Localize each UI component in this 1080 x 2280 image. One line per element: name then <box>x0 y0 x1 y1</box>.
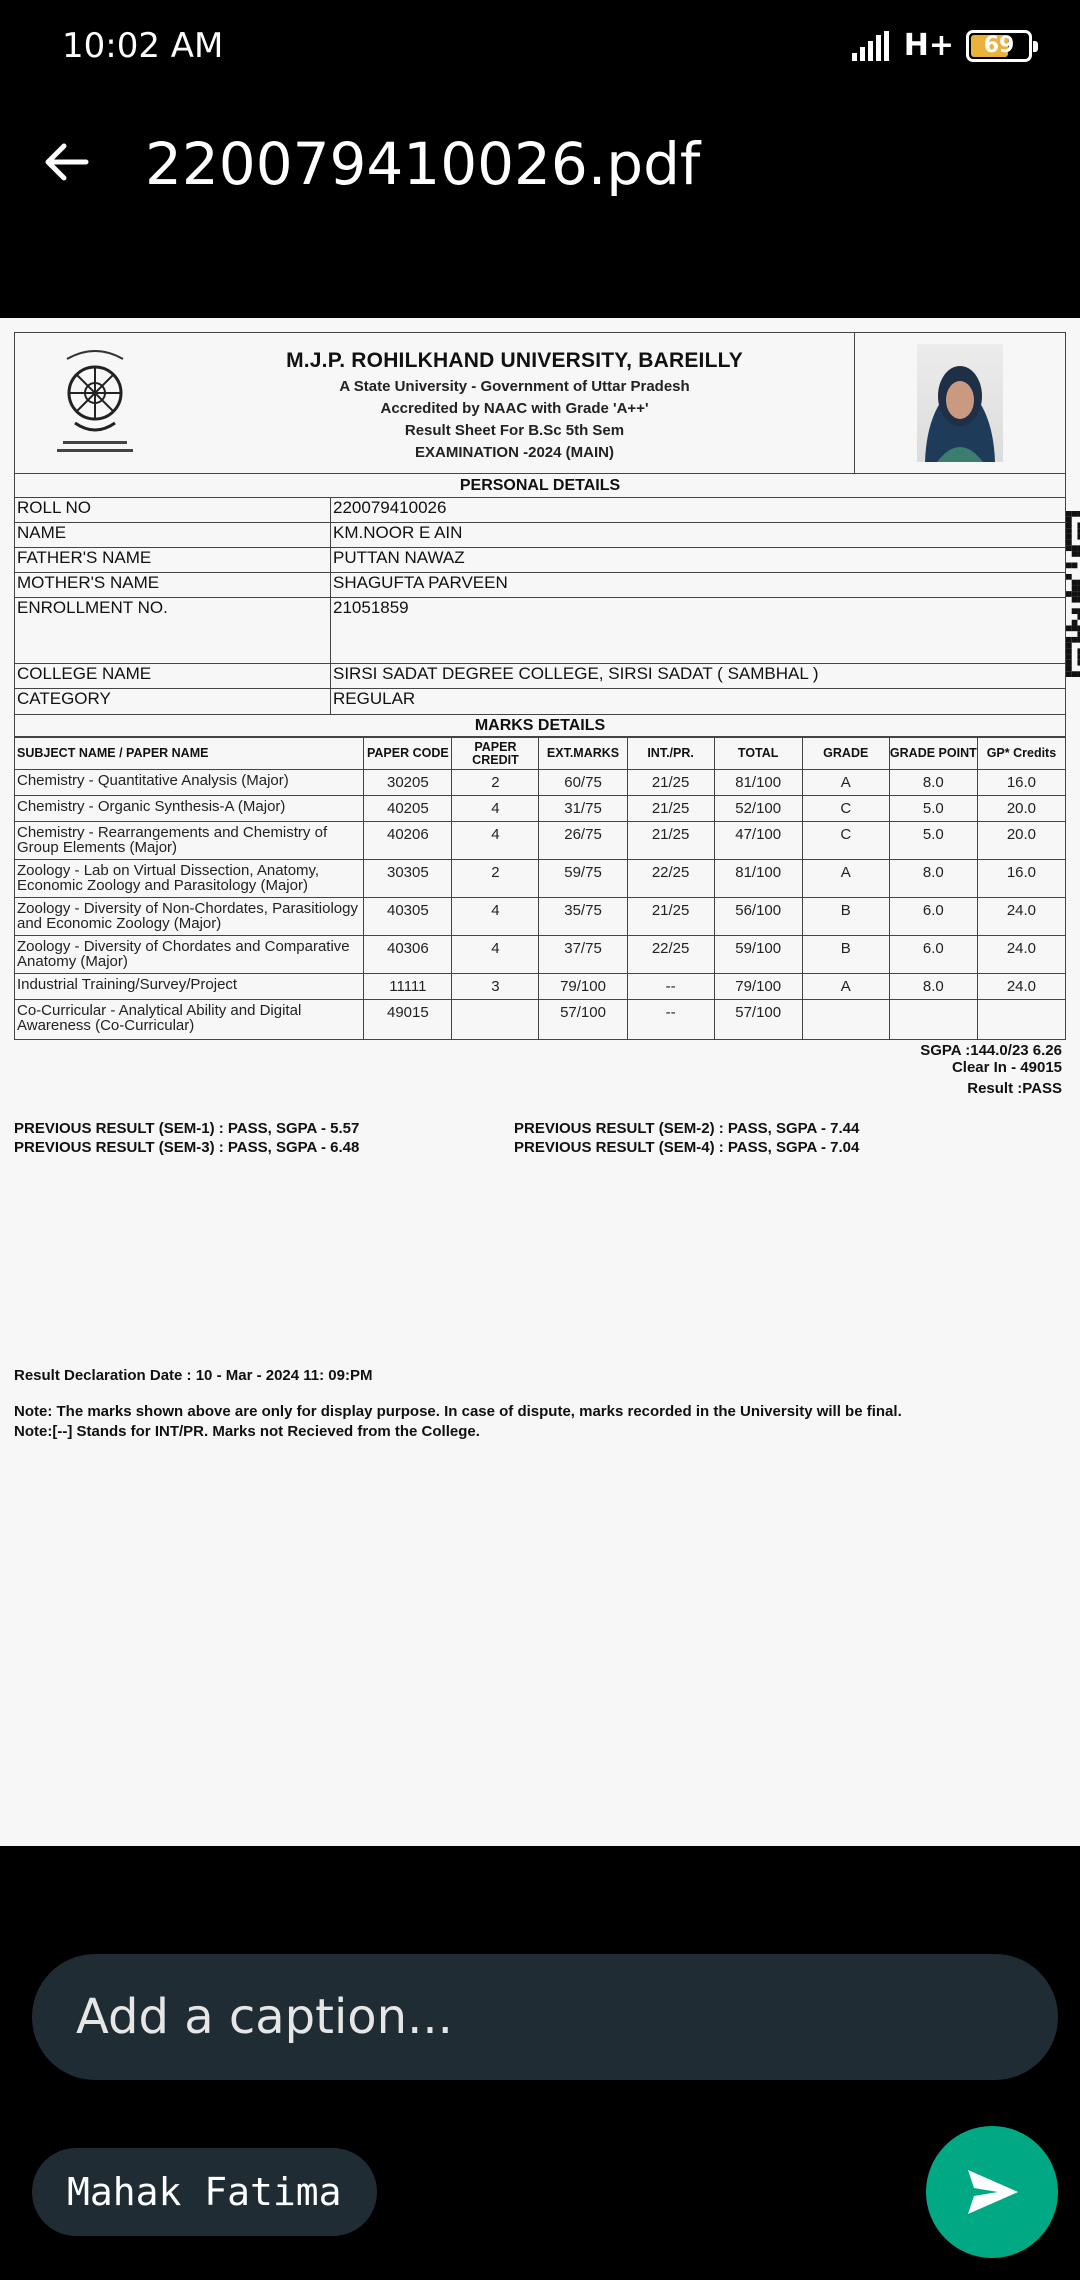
personal-heading: PERSONAL DETAILS <box>15 474 1065 498</box>
marks-cell: A <box>802 974 889 1000</box>
marks-cell: 4 <box>452 796 539 822</box>
marks-cell: 6.0 <box>889 936 977 974</box>
marks-cell: 11111 <box>364 974 452 1000</box>
pd-row-roll <box>15 498 1065 523</box>
network-type: H+ <box>903 28 954 63</box>
col-header: TOTAL <box>714 738 802 770</box>
note-1: Note: The marks shown above are only for display purpose. In case of dispute, marks recorded in the University will be final. <box>14 1403 902 1420</box>
marks-row <box>15 796 1066 822</box>
marks-cell: 81/100 <box>714 860 802 898</box>
pd-value: PUTTAN NAWAZ <box>333 548 465 567</box>
marks-cell: 59/75 <box>539 860 627 898</box>
back-button[interactable] <box>38 134 94 190</box>
prev-sem-1: PREVIOUS RESULT (SEM-1) : PASS, SGPA - 5.57 <box>14 1120 360 1137</box>
marks-cell: 5.0 <box>889 822 977 860</box>
previous-results <box>14 1119 1066 1157</box>
subject-cell: Co-Curricular - Analytical Ability and Digital Awareness (Co-Curricular) <box>15 1000 364 1040</box>
marks-cell: 30205 <box>364 770 452 796</box>
subject-cell: Chemistry - Rearrangements and Chemistry of Group Elements (Major) <box>15 822 364 860</box>
pd-key: CATEGORY <box>15 689 331 714</box>
marks-cell: 26/75 <box>539 822 627 860</box>
marks-row <box>15 974 1066 1000</box>
university-name: M.J.P. ROHILKHAND UNIVERSITY, BAREILLY <box>286 349 743 372</box>
header-line-1: A State University - Government of Uttar Pradesh <box>339 378 690 395</box>
send-icon <box>962 2162 1022 2222</box>
pd-row-college <box>15 664 1065 689</box>
send-button[interactable] <box>926 2126 1058 2258</box>
marks-row <box>15 860 1066 898</box>
marks-cell <box>802 1000 889 1040</box>
marks-cell: 47/100 <box>714 822 802 860</box>
marks-row <box>15 822 1066 860</box>
personal-details-table <box>15 474 1065 714</box>
marks-cell: 24.0 <box>977 974 1065 1000</box>
previous-results-left <box>14 1119 514 1157</box>
marks-cell: 8.0 <box>889 974 977 1000</box>
pd-key: ENROLLMENT NO. <box>15 598 331 663</box>
marks-row <box>15 936 1066 974</box>
marks-cell: 31/75 <box>539 796 627 822</box>
marks-cell: C <box>802 796 889 822</box>
header-text <box>175 333 854 473</box>
marks-cell <box>889 1000 977 1040</box>
col-header: EXT.MARKS <box>539 738 627 770</box>
marks-cell: B <box>802 898 889 936</box>
pd-row-enrollment <box>15 598 1065 664</box>
marks-cell: 2 <box>452 770 539 796</box>
header-line-3: Result Sheet For B.Sc 5th Sem <box>404 422 625 439</box>
marks-cell: C <box>802 822 889 860</box>
pd-value: KM.NOOR E AIN <box>333 523 463 542</box>
pd-value: SIRSI SADAT DEGREE COLLEGE, SIRSI SADAT ( SAMBHAL ) <box>333 664 819 683</box>
subject-cell: Zoology - Diversity of Chordates and Comparative Anatomy (Major) <box>15 936 364 974</box>
marks-cell: 57/100 <box>714 1000 802 1040</box>
marks-cell: 4 <box>452 936 539 974</box>
prev-sem-2: PREVIOUS RESULT (SEM-2) : PASS, SGPA - 7.44 <box>514 1120 860 1137</box>
app-bar <box>0 96 1080 316</box>
col-header: PAPER CODE <box>364 738 452 770</box>
previous-results-right <box>514 1119 1014 1157</box>
status-icons <box>852 28 1032 63</box>
marks-row <box>15 898 1066 936</box>
marks-cell: -- <box>627 1000 714 1040</box>
pd-value: 220079410026 <box>333 498 447 517</box>
pd-key: NAME <box>15 523 331 547</box>
battery-level: 69 <box>983 33 1015 58</box>
marks-row <box>15 1000 1066 1040</box>
status-time: 10:02 AM <box>62 26 224 66</box>
pd-key: FATHER'S NAME <box>15 548 331 572</box>
clear-in: Clear In - 49015 <box>951 1059 1062 1076</box>
subject-cell: Chemistry - Organic Synthesis-A (Major) <box>15 796 364 822</box>
col-header: GRADE <box>802 738 889 770</box>
university-logo-icon <box>15 333 175 473</box>
marks-cell: 35/75 <box>539 898 627 936</box>
marks-cell: 22/25 <box>627 936 714 974</box>
signal-icon <box>852 31 892 61</box>
col-header: SUBJECT NAME / PAPER NAME <box>15 738 364 770</box>
marks-cell: 4 <box>452 898 539 936</box>
marks-cell: 20.0 <box>977 796 1065 822</box>
marks-cell <box>977 1000 1065 1040</box>
marks-cell: 3 <box>452 974 539 1000</box>
prev-sem-3: PREVIOUS RESULT (SEM-3) : PASS, SGPA - 6.48 <box>14 1139 360 1156</box>
pd-row-category <box>15 689 1065 714</box>
marks-cell: 8.0 <box>889 860 977 898</box>
marks-cell: 21/25 <box>627 898 714 936</box>
marks-cell: 37/75 <box>539 936 627 974</box>
marks-cell: 21/25 <box>627 770 714 796</box>
subject-cell: Chemistry - Quantitative Analysis (Major) <box>15 770 364 796</box>
marks-cell <box>452 1000 539 1040</box>
col-header: PAPER CREDIT <box>452 738 539 770</box>
marks-cell: 24.0 <box>977 898 1065 936</box>
col-header: GRADE POINT <box>889 738 977 770</box>
marks-cell: 22/25 <box>627 860 714 898</box>
marks-cell: 40205 <box>364 796 452 822</box>
marks-cell: 79/100 <box>714 974 802 1000</box>
subject-cell: Industrial Training/Survey/Project <box>15 974 364 1000</box>
student-photo <box>917 344 1003 462</box>
marks-cell: 2 <box>452 860 539 898</box>
marks-cell: 40206 <box>364 822 452 860</box>
header-line-2: Accredited by NAAC with Grade 'A++' <box>380 400 649 417</box>
marks-cell: 59/100 <box>714 936 802 974</box>
col-header: GP* Credits <box>977 738 1065 770</box>
status-bar <box>0 0 1080 96</box>
notes <box>14 1402 1066 1442</box>
battery-icon <box>966 30 1032 62</box>
marks-cell: 40306 <box>364 936 452 974</box>
pd-value: SHAGUFTA PARVEEN <box>333 573 508 592</box>
marks-cell: 40305 <box>364 898 452 936</box>
photo-cell <box>854 333 1065 473</box>
marks-cell: 8.0 <box>889 770 977 796</box>
marks-cell: 30305 <box>364 860 452 898</box>
personal-details <box>14 474 1066 715</box>
sgpa-value: SGPA :144.0/23 6.26 <box>920 1042 1062 1059</box>
marks-cell: 49015 <box>364 1000 452 1040</box>
subject-cell: Zoology - Lab on Virtual Dissection, Anatomy, Economic Zoology and Parasitology (Major) <box>15 860 364 898</box>
marks-cell: 20.0 <box>977 822 1065 860</box>
col-header: INT./PR. <box>627 738 714 770</box>
marks-cell: A <box>802 860 889 898</box>
pd-row-mother <box>15 573 1065 598</box>
marks-cell: 60/75 <box>539 770 627 796</box>
header-line-4: EXAMINATION -2024 (MAIN) <box>415 444 614 461</box>
marks-cell: 81/100 <box>714 770 802 796</box>
marks-cell: B <box>802 936 889 974</box>
qr-code-icon <box>1065 474 1080 714</box>
pd-value: REGULAR <box>333 689 416 708</box>
marks-row <box>15 770 1066 796</box>
marks-cell: 4 <box>452 822 539 860</box>
pd-value: 21051859 <box>333 598 409 617</box>
marks-cell: 6.0 <box>889 898 977 936</box>
marks-cell: 21/25 <box>627 796 714 822</box>
prev-sem-4: PREVIOUS RESULT (SEM-4) : PASS, SGPA - 7.04 <box>514 1139 860 1156</box>
sgpa-block <box>14 1042 1066 1097</box>
pd-key: MOTHER'S NAME <box>15 573 331 597</box>
marks-cell: 56/100 <box>714 898 802 936</box>
marks-cell: 5.0 <box>889 796 977 822</box>
declaration-date: Result Declaration Date : 10 - Mar - 2024 11: 09:PM <box>14 1367 373 1384</box>
document-preview[interactable] <box>0 318 1080 1846</box>
marks-cell: 52/100 <box>714 796 802 822</box>
marks-cell: 24.0 <box>977 936 1065 974</box>
pd-row-name <box>15 523 1065 548</box>
marks-header-row <box>15 738 1066 770</box>
marks-heading: MARKS DETAILS <box>14 715 1066 737</box>
marks-cell: 79/100 <box>539 974 627 1000</box>
pd-key: COLLEGE NAME <box>15 664 331 688</box>
result-status: Result :PASS <box>967 1080 1062 1097</box>
marks-cell: -- <box>627 974 714 1000</box>
arrow-left-icon <box>42 138 90 186</box>
marks-cell: A <box>802 770 889 796</box>
note-2: Note:[--] Stands for INT/PR. Marks not Recieved from the College. <box>14 1423 480 1440</box>
caption-bar[interactable] <box>32 1954 1058 2080</box>
marks-cell: 16.0 <box>977 860 1065 898</box>
result-sheet <box>14 332 1066 1442</box>
marks-cell: 21/25 <box>627 822 714 860</box>
subject-cell: Zoology - Diversity of Non-Chordates, Parasitiology and Economic Zoology (Major) <box>15 898 364 936</box>
sheet-header <box>14 332 1066 474</box>
marks-cell: 16.0 <box>977 770 1065 796</box>
marks-cell: 57/100 <box>539 1000 627 1040</box>
pd-key: ROLL NO <box>15 498 331 522</box>
caption-input[interactable] <box>76 1954 976 2080</box>
pd-row-father <box>15 548 1065 573</box>
recipient-chip[interactable]: Mahak Fatima <box>32 2148 377 2236</box>
file-title: 220079410026.pdf <box>145 130 701 198</box>
marks-table <box>14 737 1066 1040</box>
